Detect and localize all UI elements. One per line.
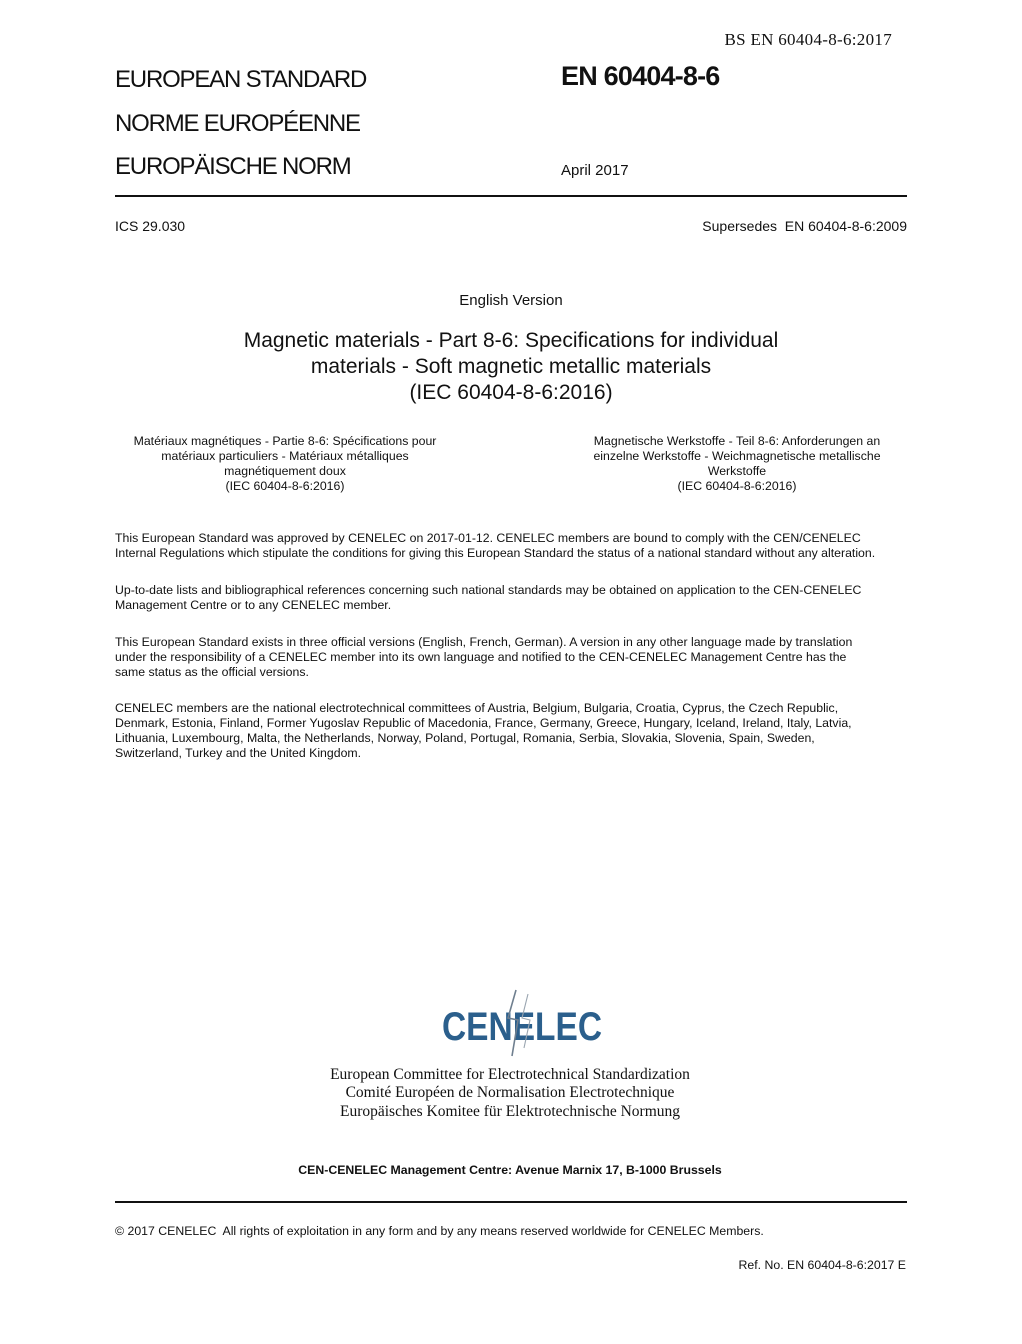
members-paragraph	[115, 701, 915, 761]
cenelec-logo-graphic	[432, 988, 612, 1058]
paragraph-line: same status as the official versions.	[115, 665, 309, 679]
paragraph-line: This European Standard was approved by CENELEC on 2017-01-12. CENELEC members are bound to comply with the CEN/CENELEC	[115, 531, 861, 545]
copyright-notice: © 2017 CENELEC All rights of exploitation in any form and by any means reserved worldwide for CENELEC Members.	[115, 1224, 764, 1238]
organization-french: Comité Européen de Normalisation Electrotechnique	[345, 1084, 675, 1101]
title-french: NORME EUROPÉENNE	[115, 110, 360, 137]
paragraph-line: Lithuania, Luxembourg, Malta, the Netherlands, Norway, Poland, Portugal, Romania, Serbia, Slovakia, Slovenia, Spain, Sweden,	[115, 731, 815, 745]
main-title-line: materials - Soft magnetic metallic materials	[310, 355, 712, 378]
reference-number: Ref. No. EN 60404-8-6:2017 E	[738, 1258, 906, 1272]
paragraph-line: Switzerland, Turkey and the United Kingdom.	[115, 746, 362, 760]
paragraph-line: Up-to-date lists and bibliographical references concerning such national standards may be obtained on application to the CEN-CENELEC	[115, 583, 862, 597]
title-german: EUROPÄISCHE NORM	[115, 153, 351, 180]
german-title-line: (IEC 60404-8-6:2016)	[677, 479, 797, 493]
german-title-line: Magnetische Werkstoffe - Teil 8-6: Anforderungen an	[593, 434, 881, 448]
ics-code: ICS 29.030	[115, 218, 186, 234]
french-title-line: magnétiquement doux	[224, 464, 346, 478]
main-title-line: Magnetic materials - Part 8-6: Specifications for individual	[243, 329, 779, 352]
publication-date: April 2017	[561, 162, 629, 179]
title-english: EUROPEAN STANDARD	[115, 66, 367, 93]
main-title-line: (IEC 60404-8-6:2016)	[409, 381, 613, 404]
logo-wordmark: CENELEC	[442, 1005, 602, 1049]
paragraph-line: Management Centre or to any CENELEC member.	[115, 598, 392, 612]
german-title-line: einzelne Werkstoffe - Weichmagnetische metallische	[593, 449, 881, 463]
french-title	[110, 434, 460, 494]
versions-paragraph	[115, 635, 915, 680]
bottom-divider	[115, 1201, 907, 1203]
french-title-line: (IEC 60404-8-6:2016)	[225, 479, 345, 493]
main-title	[150, 328, 872, 406]
supersedes-note: Supersedes EN 60404-8-6:2009	[702, 218, 907, 234]
paragraph-line: Denmark, Estonia, Finland, Former Yugoslav Republic of Macedonia, France, Germany, Greece, Hungary, Iceland, Ireland, Italy, Latvia,	[115, 716, 852, 730]
paragraph-line: CENELEC members are the national electrotechnical committees of Austria, Belgium, Bulgaria, Croatia, Cyprus, the Czech Republic,	[115, 701, 839, 715]
standard-number: EN 60404-8-6	[561, 61, 720, 91]
references-paragraph	[115, 583, 915, 613]
version-label: English Version	[459, 292, 563, 309]
document-reference: BS EN 60404-8-6:2017	[724, 30, 892, 49]
organization-english: European Committee for Electrotechnical Standardization	[330, 1066, 690, 1083]
paragraph-line: under the responsibility of a CENELEC member into its own language and notified to the CEN-CENELEC Management Centre has the	[115, 650, 847, 664]
paragraph-line: This European Standard exists in three official versions (English, French, German). A version in any other language made by translation	[115, 635, 853, 649]
german-title-line: Werkstoffe	[707, 464, 767, 478]
french-title-line: Matériaux magnétiques - Partie 8-6: Spécifications pour	[133, 434, 437, 448]
french-title-line: matériaux particuliers - Matériaux métalliques	[161, 449, 409, 463]
cenelec-logo	[432, 988, 612, 1058]
organization-german: Europäisches Komitee für Elektrotechnische Normung	[339, 1103, 681, 1120]
top-divider	[115, 195, 907, 197]
german-title	[562, 434, 912, 494]
paragraph-line: Internal Regulations which stipulate the conditions for giving this European Standard the status of a national standard without any alteration.	[115, 546, 876, 560]
management-centre: CEN-CENELEC Management Centre: Avenue Marnix 17, B-1000 Brussels	[298, 1163, 722, 1177]
approval-paragraph	[115, 531, 915, 561]
